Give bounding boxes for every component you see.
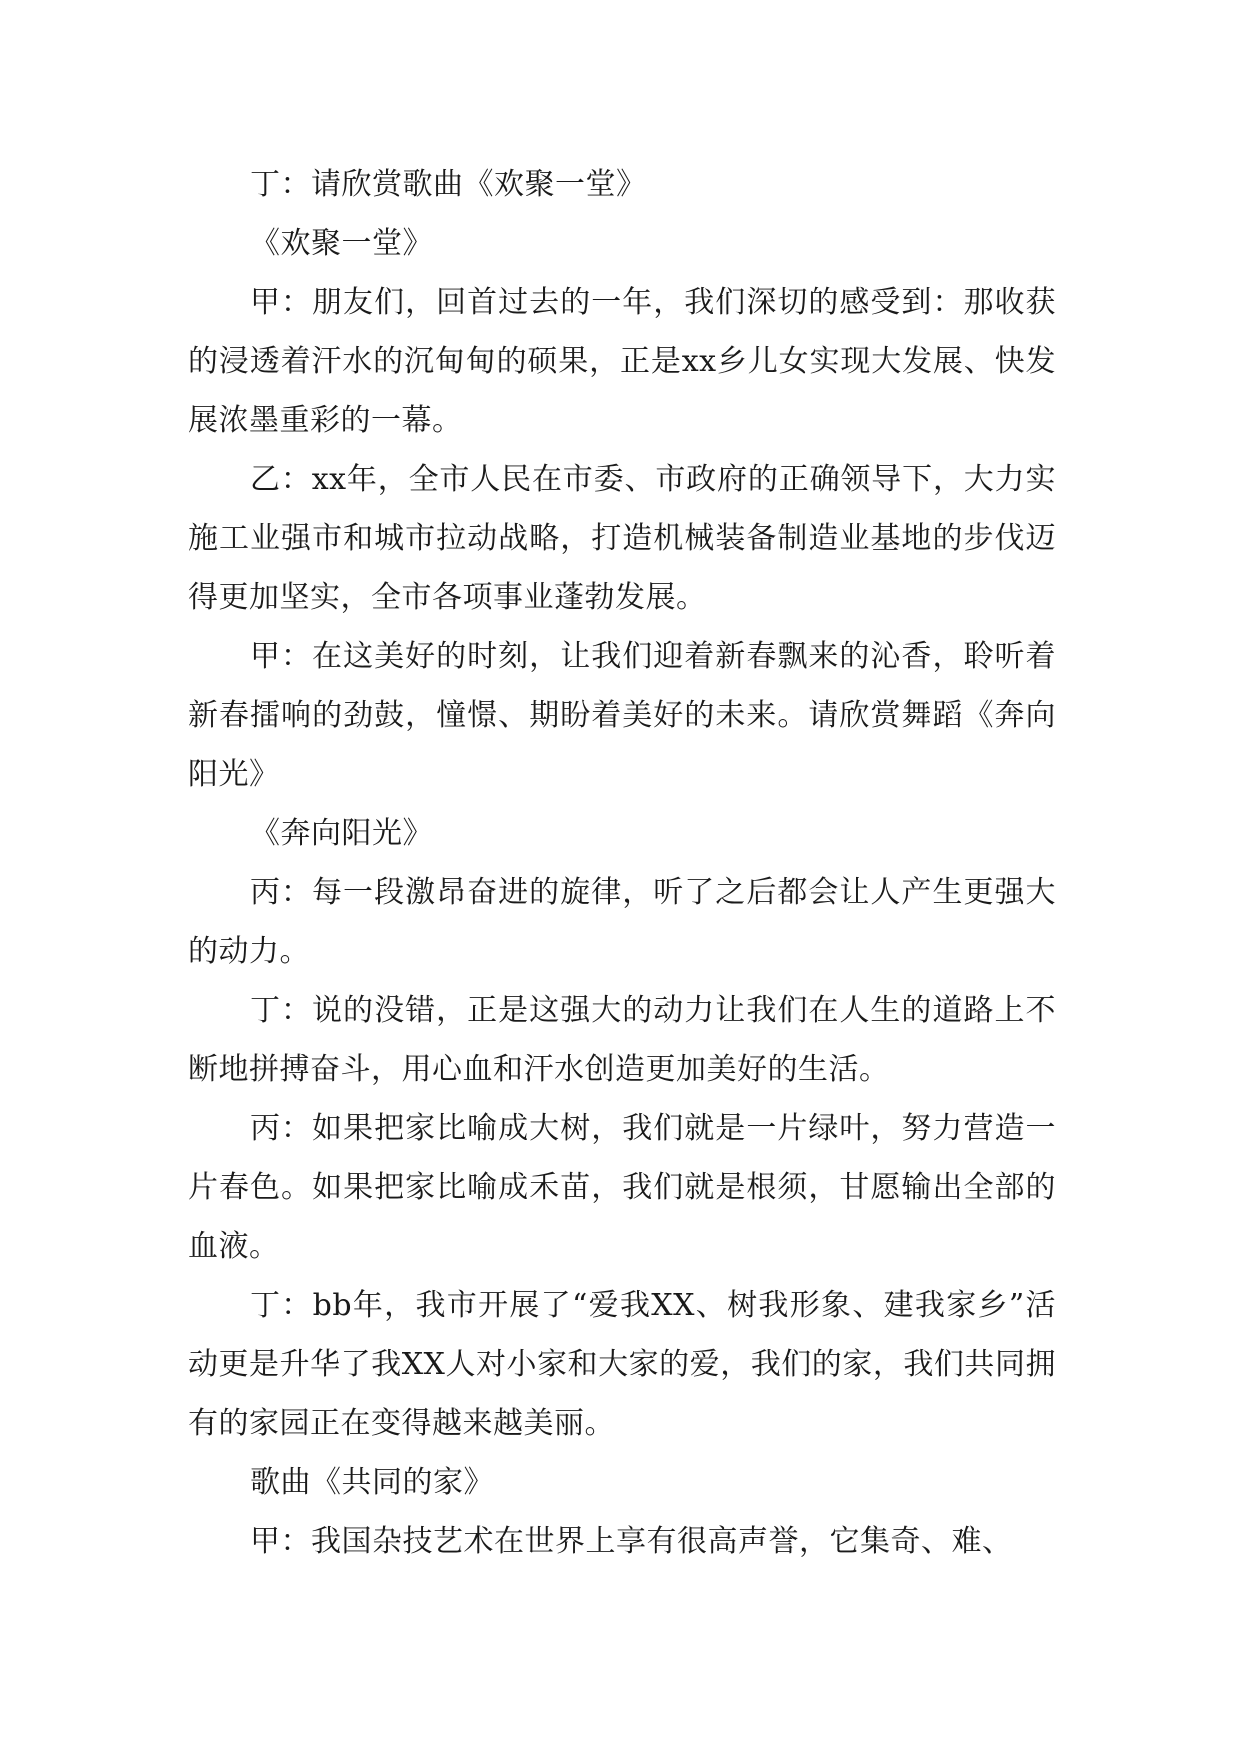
paragraph-4: 乙：xx年，全市人民在市委、市政府的正确领导下，大力实施工业强市和城市拉动战略，打造机械装备制造业基地的步伐迈得更加坚实，全市各项事业蓬勃发展。 [188,462,1056,615]
paragraph-12: 甲：我国杂技艺术在世界上享有很高声誉，它集奇、难、 [250,1524,1013,1559]
paragraph-3: 甲：朋友们，回首过去的一年，我们深切的感受到：那收获的浸透着汗水的沉甸甸的硕果，正是xx乡儿女实现大发展、快发展浓墨重彩的一幕。 [188,285,1056,438]
paragraph-5: 甲：在这美好的时刻，让我们迎着新春飘来的沁香，聆听着新春擂响的劲鼓，憧憬、期盼着美好的未来。请欣赏舞蹈《奔向阳光》 [188,639,1056,792]
paragraph-9: 丙：如果把家比喻成大树，我们就是一片绿叶，努力营造一片春色。如果把家比喻成禾苗，我们就是根须，甘愿输出全部的血液。 [188,1111,1056,1264]
paragraph-1: 丁：请欣赏歌曲《欢聚一堂》 [250,167,647,202]
paragraph-10: 丁：bb年，我市开展了“爱我XX、树我形象、建我家乡”活动更是升华了我XX人对小家和大家的爱，我们的家，我们共同拥有的家园正在变得越来越美丽。 [188,1288,1056,1441]
paragraph-8: 丁：说的没错，正是这强大的动力让我们在人生的道路上不断地拼搏奋斗，用心血和汗水创造更加美好的生活。 [188,993,1056,1087]
paragraph-11: 歌曲《共同的家》 [250,1465,494,1500]
paragraph-6: 《奔向阳光》 [250,816,433,851]
document-body [188,155,1056,1571]
paragraph-2: 《欢聚一堂》 [250,226,433,261]
paragraph-7: 丙：每一段激昂奋进的旋律，听了之后都会让人产生更强大的动力。 [188,875,1056,969]
